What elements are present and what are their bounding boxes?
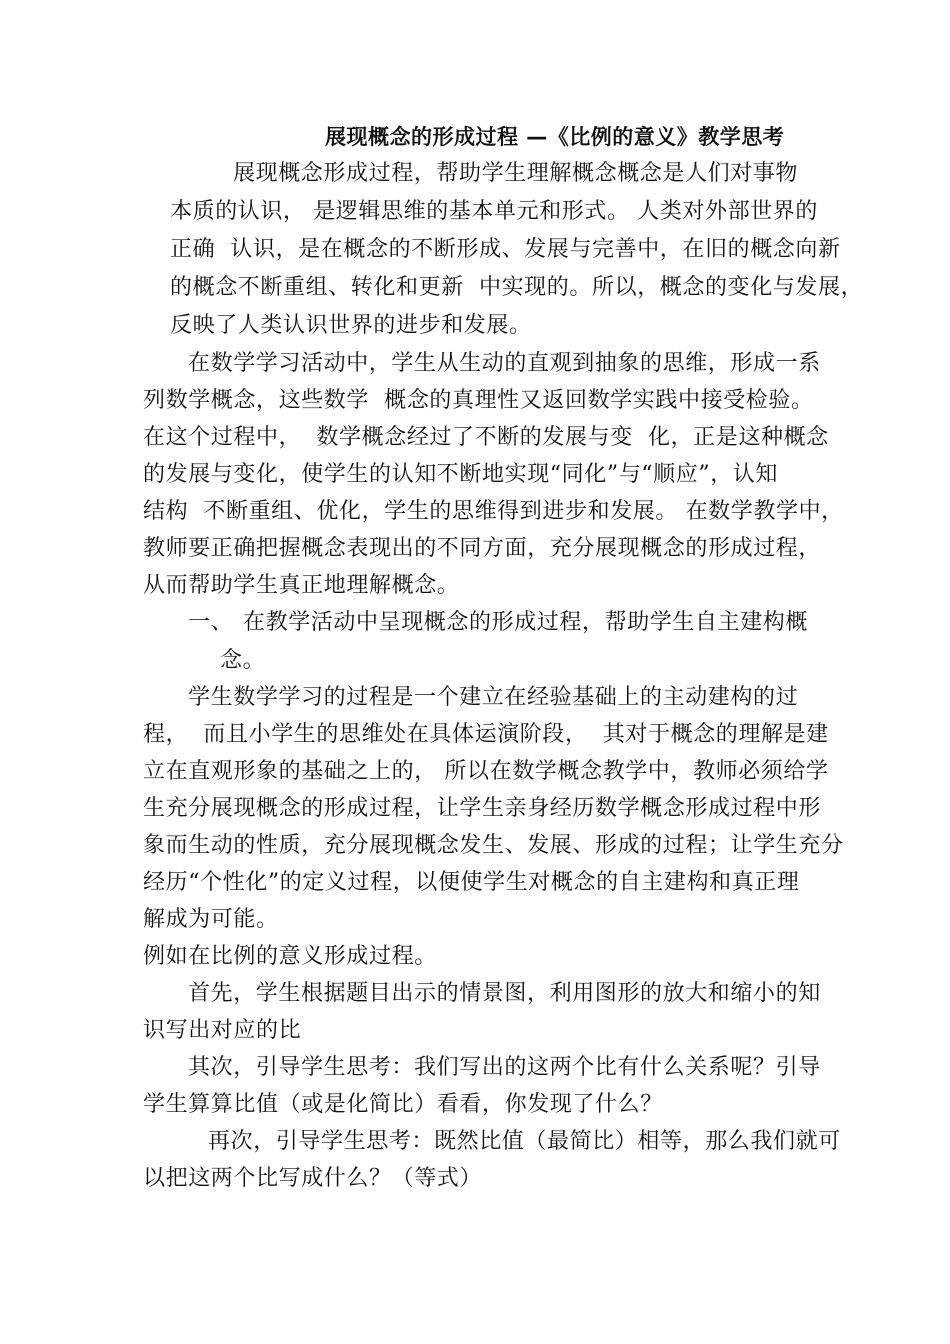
paragraph-line: 程， 而且小学生的思维处在具体运演阶段， 其对于概念的理解是建 [143, 722, 829, 747]
paragraph-line: 解成为可能。 [143, 907, 279, 932]
paragraph-line: 反映了人类认识世界的进步和发展。 [170, 313, 532, 338]
paragraph-line: 的发展与变化，使学生的认知不断地实现“同化”与“顺应”，认知 [143, 462, 778, 487]
paragraph-line: 立在直观形象的基础之上的， 所以在数学概念教学中，教师必须给学 [143, 759, 829, 784]
paragraph-line: 学生算算比值（或是化简比）看看，你发现了什么？ [143, 1092, 663, 1117]
paragraph-line: 生充分展现概念的形成过程，让学生亲身经历数学概念形成过程中形 [143, 796, 822, 821]
paragraph-line: 在数学学习活动中，学生从生动的直观到抽象的思维，形成一系 [188, 351, 821, 376]
paragraph-line: 经历“个性化”的定义过程，以便使学生对概念的自主建构和真正理 [143, 870, 800, 895]
paragraph-line: 其次，引导学生思考：我们写出的这两个比有什么关系呢？引导 [188, 1055, 821, 1080]
example-line: 例如在比例的意义形成过程。 [143, 944, 437, 969]
paragraph-line: 首先，学生根据题目出示的情景图，利用图形的放大和缩小的知 [188, 981, 821, 1006]
section-number: 一、 [188, 610, 234, 635]
paragraph-line: 正确 认识，是在概念的不断形成、发展与完善中，在旧的概念向新 [170, 237, 841, 262]
paragraph-line: 再次，引导学生思考：既然比值（最简比）相等，那么我们就可 [208, 1129, 841, 1154]
paragraph-line: 展现概念形成过程，帮助学生理解概念概念是人们对事物 [233, 161, 799, 186]
paragraph-line: 从而帮助学生真正地理解概念。 [143, 573, 460, 598]
paragraph-line: 以把这两个比写成什么？（等式） [143, 1166, 483, 1191]
paragraph-line: 列数学概念，这些数学 概念的真理性又返回数学实践中接受检验。 [143, 388, 814, 413]
paragraph-line: 本质的认识， 是逻辑思维的基本单元和形式。 人类对外部世界的 [170, 199, 818, 224]
paragraph-line: 学生数学学习的过程是一个建立在经验基础上的主动建构的过 [188, 685, 799, 710]
document-title: 展现概念的形成过程 —《比例的意义》教学思考 [325, 125, 785, 149]
paragraph-line: 象而生动的性质，充分展现概念发生、发展、形成的过程；让学生充分 [143, 833, 844, 858]
paragraph-line: 在这个过程中， 数学概念经过了不断的发展与变 化，正是这种概念 [143, 425, 829, 450]
paragraph-line: 结构 不断重组、优化，学生的思维得到进步和发展。 在数学教学中， [143, 499, 844, 524]
paragraph-line: 识写出对应的比 [143, 1018, 302, 1043]
section-heading-line: 在教学活动中呈现概念的形成过程，帮助学生自主建构概 [243, 610, 809, 635]
paragraph-line: 的概念不断重组、转化和更新 中实现的。所以，概念的变化与发展， [170, 275, 864, 300]
paragraph-line: 教师要正确把握概念表现出的不同方面，充分展现概念的形成过程， [143, 536, 822, 561]
section-heading-line: 念。 [220, 648, 266, 673]
